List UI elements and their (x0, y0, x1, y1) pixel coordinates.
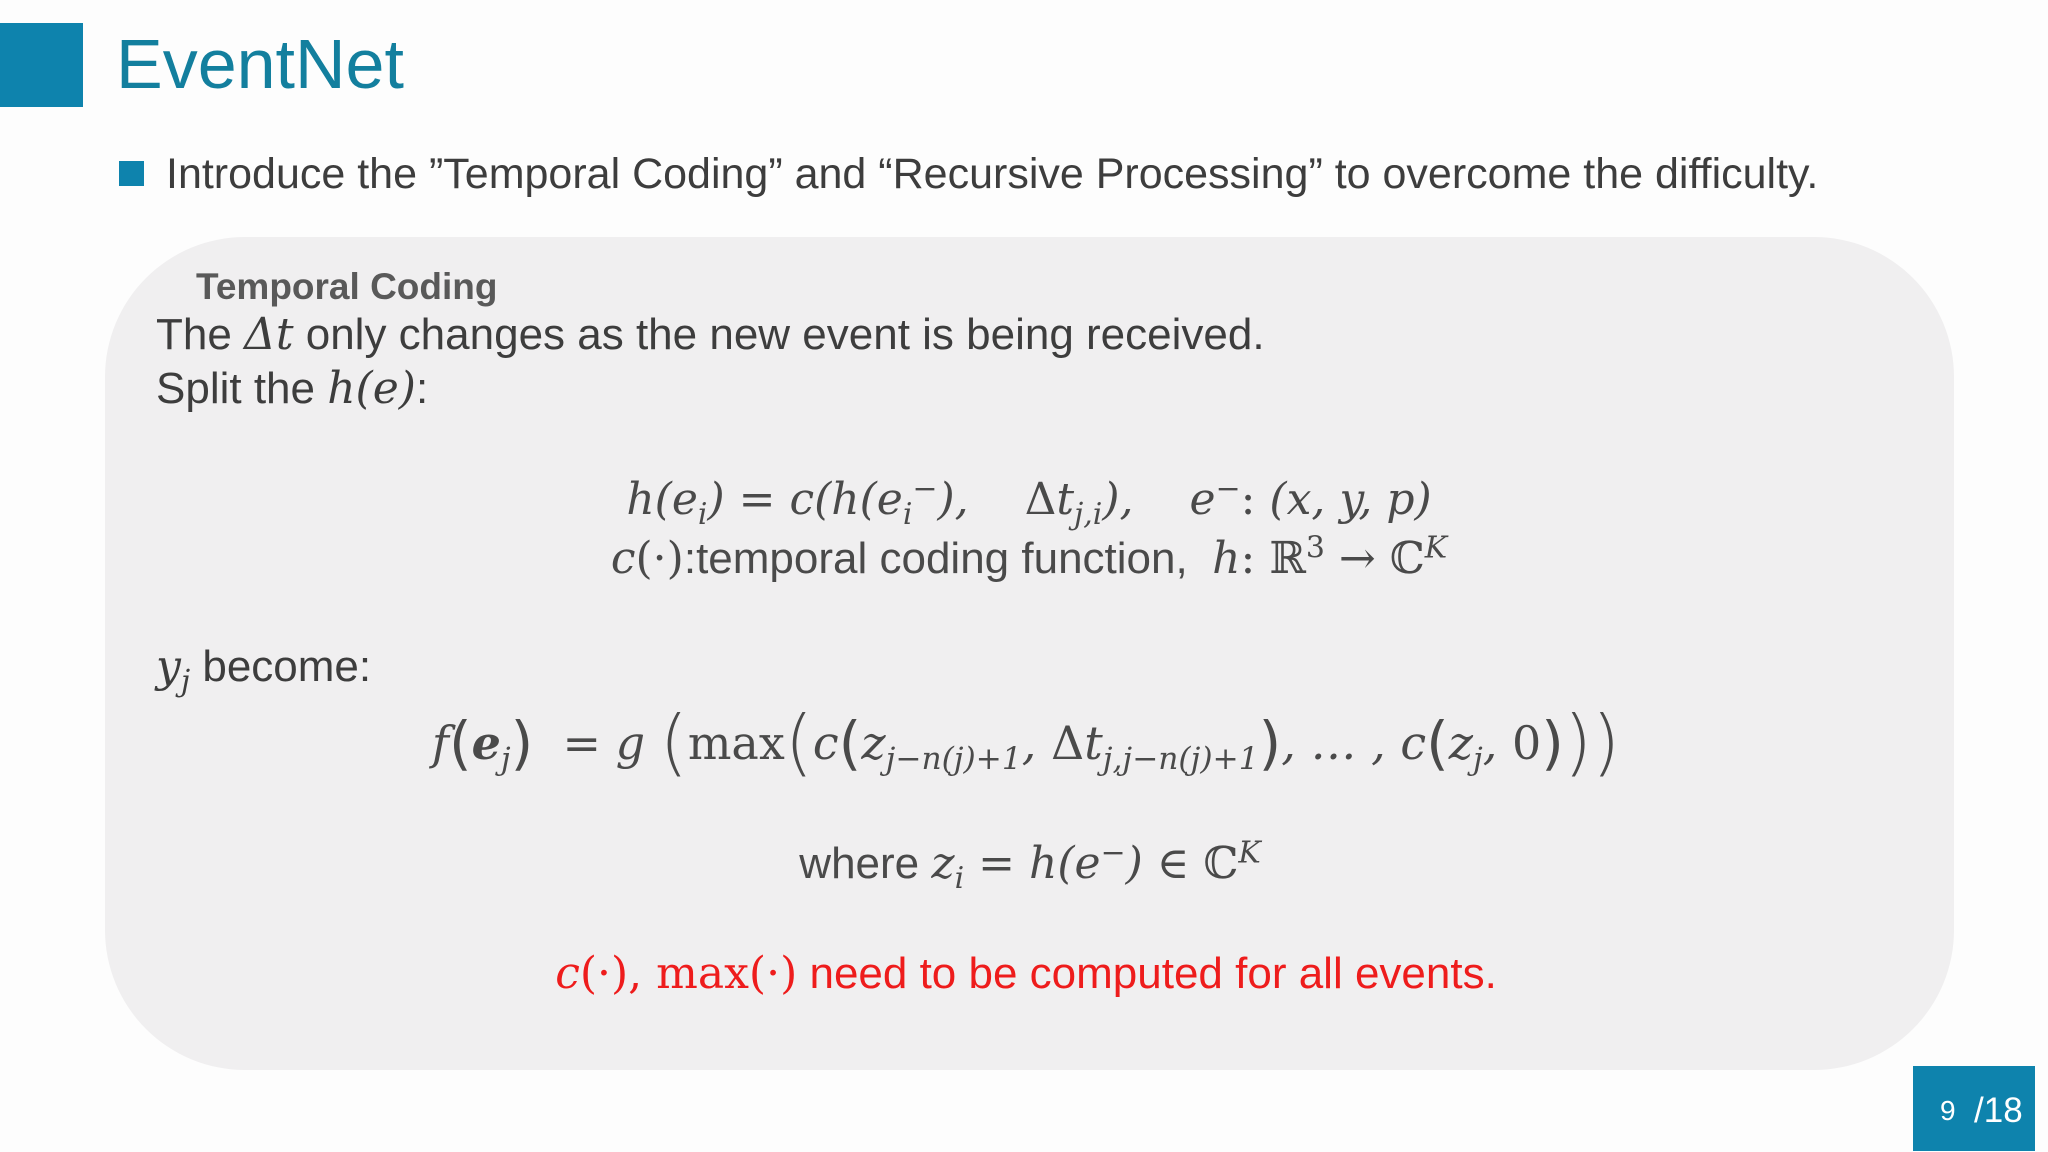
temporal-coding-panel (105, 237, 1954, 1070)
slide-title: EventNet (116, 25, 404, 103)
title-accent-block (0, 23, 83, 107)
y-j-math: $y_j$ (156, 641, 191, 699)
temporal-coding-description: temporal coding function, (696, 534, 1188, 583)
line2-post: : (415, 364, 429, 413)
warning-math: c(·), max(·) (555, 948, 798, 999)
panel-line-2 (156, 363, 428, 415)
warning-line (0, 948, 2048, 1000)
line2-pre: Split the (156, 364, 328, 413)
page-total-number: /18 (1974, 1091, 2023, 1130)
equation-f-of-e: $f(e_j) = g$ ($\max(c(z_{j-n(j)+1}$, $\Delta t_{j,j-n(j)+1}$), … , $c(z_j$, 0))) (431, 700, 1621, 784)
line1-post: only changes as the new event is being received. (293, 310, 1265, 359)
bullet-text: Introduce the ”Temporal Coding” and “Recursive Processing” to overcome the difficulty. (166, 150, 1819, 198)
panel-heading: Temporal Coding (196, 266, 498, 307)
equation-h-split: $h(e_i) = c(h(e_i^-)$, $\Delta t_{j,i}$), e−: (x, y, p) (626, 471, 1432, 532)
panel-line-1 (156, 309, 1265, 361)
line1-pre: The (156, 310, 245, 359)
page-current-number: 9 (1940, 1095, 1956, 1126)
become-text: become: (190, 642, 372, 691)
delta-t-math: Δt (244, 309, 294, 360)
equation-c-definition: c(·):temporal coding function, h: ℝ$^3$ → ℂ$^K$ (610, 530, 1448, 584)
h-of-e-math: h(e) (327, 363, 416, 414)
equation-z-definition: where $z_i = h(e^-)$ ∈ ℂ$^K$ (799, 835, 1261, 896)
bullet-square-icon (119, 161, 144, 186)
where-word: where (799, 839, 920, 888)
warning-text: need to be computed for all events. (797, 949, 1497, 998)
y-j-become-line (156, 641, 372, 699)
